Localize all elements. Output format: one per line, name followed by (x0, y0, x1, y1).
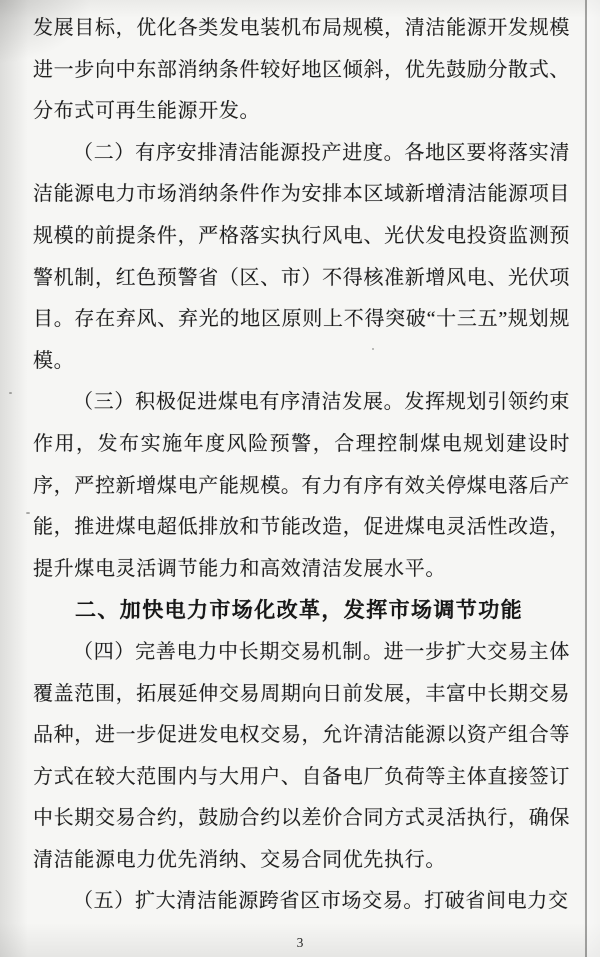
paragraph-text: 打破省间电力交 (424, 890, 569, 913)
scan-speckle (372, 348, 374, 350)
scan-speckle (9, 392, 12, 394)
paragraph-item-5 (33, 881, 570, 923)
paragraph-text: 发挥规划引领约束作用，发布实施年度风险预警，合理控制煤电规划建设时序，严控新增煤电产能规模。有力有序有效关停煤电落后产能，推进煤电超低排放和节能改造，促进煤电灵活性改造，提升煤电灵活调节能力和高效清洁发展水平。 (33, 391, 570, 580)
scan-speckle (26, 512, 30, 514)
paragraph-item-4 (33, 632, 570, 882)
paragraph-lead: （三）积极促进煤电有序清洁发展。 (73, 391, 405, 414)
paragraph-item-3 (33, 382, 570, 590)
paragraph-lead: （四）完善电力中长期交易机制。 (73, 640, 384, 663)
scan-edge-band (587, 0, 600, 957)
paragraph-lead: （五）扩大清洁能源跨省区市场交易。 (73, 890, 425, 913)
page-number: 3 (296, 935, 304, 950)
paragraph-continuation (33, 8, 570, 133)
paragraph-text: 各地区要将落实清洁能源电力市场消纳条件作为安排本区域新增清洁能源项目规模的前提条件，严格落实执行风电、光伏发电投资监测预警机制，红色预警省（区、市）不得核准新增风电、光伏项目。存在弃风、弃光的地区原则上不得突破“十三五”规划规模。 (33, 141, 570, 372)
section-heading: 二、加快电力市场化改革，发挥市场调节功能 (75, 599, 523, 623)
paragraph-lead: （二）有序安排清洁能源投产进度。 (73, 141, 405, 164)
paragraph-item-2 (33, 133, 570, 383)
paragraph-text: 发展目标，优化各类发电装机布局规模，清洁能源开发规模进一步向中东部消纳条件较好地区倾斜，优先鼓励分散式、分布式可再生能源开发。 (33, 17, 570, 123)
paragraph-text: 进一步扩大交易主体覆盖范围，拓展延伸交易周期向日前发展，丰富中长期交易品种，进一步促进发电权交易，允许清洁能源以资产组合等方式在较大范围内与大用户、自备电厂负荷等主体直接签订中长期交易合约，鼓励合约以差价合同方式灵活执行，确保清洁能源电力优先消纳、交易合同优先执行。 (33, 640, 571, 871)
